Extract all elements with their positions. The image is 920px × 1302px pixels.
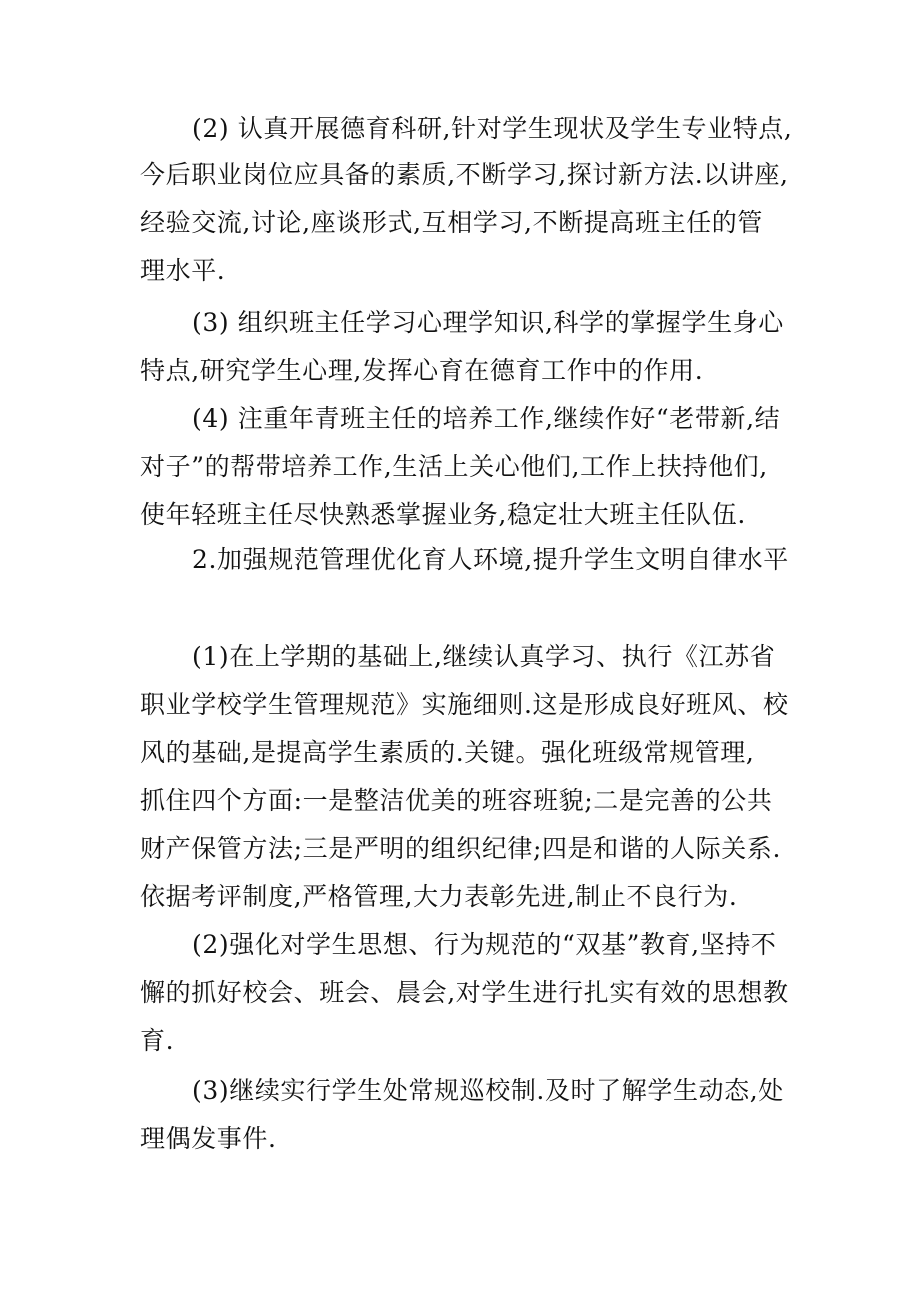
text-line: 依据考评制度,严格管理,大力表彰先进,制止不良行为.: [140, 882, 738, 911]
text-line: 理偶发事件.: [140, 1124, 277, 1153]
text-line: 使年轻班主任尽快熟悉掌握业务,稳定壮大班主任队伍.: [140, 500, 746, 529]
text-line: (4) 注重年青班主任的培养工作,继续作好“老带新,结: [192, 404, 781, 433]
text-line: (3)继续实行学生处常规巡校制.及时了解学生动态,处: [192, 1076, 784, 1105]
text-line: 理水平.: [140, 256, 226, 285]
text-line: 经验交流,讨论,座谈形式,互相学习,不断提高班主任的管: [140, 208, 763, 237]
section-heading: 2.加强规范管理优化育人环境,提升学生文明自律水平: [192, 545, 789, 574]
text-line: 风的基础,是提高学生素质的.关键。强化班级常规管理,: [140, 738, 755, 767]
text-line: (1)在上学期的基础上,继续认真学习、执行《江苏省: [192, 642, 776, 671]
text-line: 特点,研究学生心理,发挥心育在德育工作中的作用.: [140, 356, 704, 385]
text-line: (3) 组织班主任学习心理学知识,科学的掌握学生身心: [192, 308, 784, 337]
text-line: 懈的抓好校会、班会、晨会,对学生进行扎实有效的思想教: [140, 978, 789, 1007]
text-line: 今后职业岗位应具备的素质,不断学习,探讨新方法.以讲座,: [140, 160, 789, 189]
text-line: (2) 认真开展德育科研,针对学生现状及学生专业特点,: [192, 114, 793, 143]
text-line: 育.: [140, 1026, 175, 1055]
text-line: 职业学校学生管理规范》实施细则.这是形成良好班风、校: [140, 690, 789, 719]
text-line: 对子”的帮带培养工作,生活上关心他们,工作上扶持他们,: [140, 452, 768, 481]
text-line: 抓住四个方面:一是整洁优美的班容班貌;二是完善的公共: [140, 786, 773, 815]
text-line: (2)强化对学生思想、行为规范的“双基”教育,坚持不: [192, 930, 777, 959]
text-line: 财产保管方法;三是严明的组织纪律;四是和谐的人际关系.: [140, 834, 781, 863]
